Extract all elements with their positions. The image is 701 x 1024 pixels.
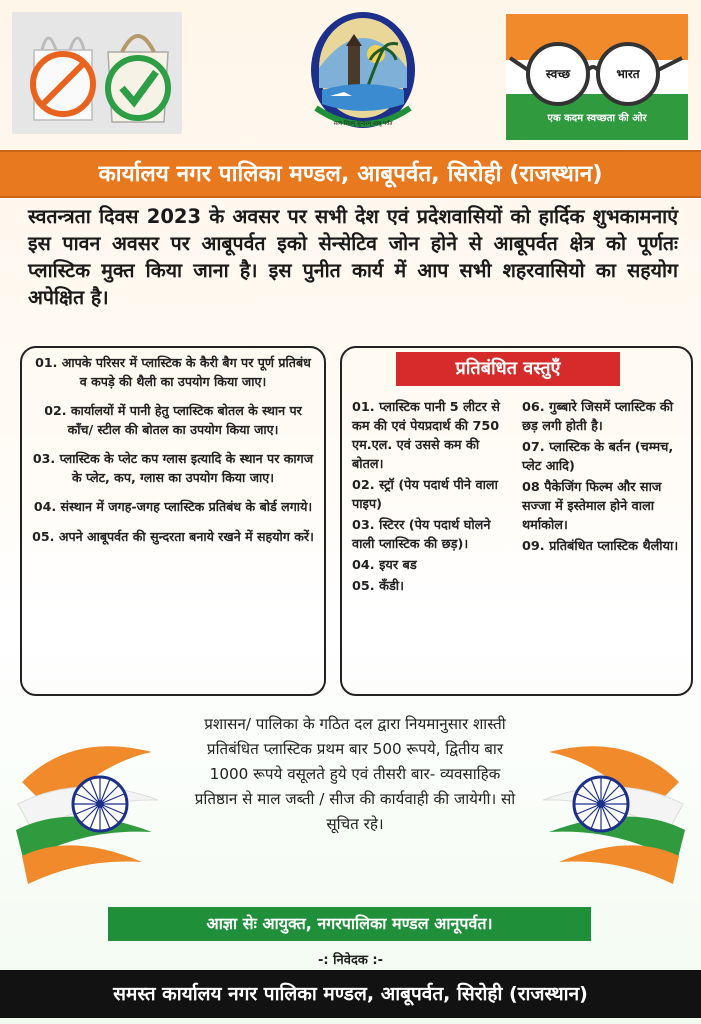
office-title-banner: कार्यालय नगर पालिका मण्डल, आबूपर्वत, सिरोही (राजस्थान) bbox=[0, 150, 701, 198]
swachh-word: स्वच्छ bbox=[545, 67, 571, 81]
order-authority-bar: आज्ञा सेः आयुक्त, नगरपालिका मण्डल आनूपर्वत। bbox=[108, 907, 591, 941]
banned-item: 09. प्रतिबंधित प्लास्टिक थैलीया। bbox=[522, 539, 679, 554]
banned-item: 05. कँडी। bbox=[352, 579, 404, 594]
municipal-emblem bbox=[308, 8, 418, 136]
swachh-tagline: एक कदम स्वच्छता की ओर bbox=[547, 113, 647, 124]
banned-items-left-column bbox=[352, 398, 512, 598]
emblem-caption: सत्य शिवम् सुन्दरम् आबू पर्वत bbox=[333, 121, 393, 127]
footer-office-bar: समस्त कार्यालय नगर पालिका मण्डल, आबूपर्वत, सिरोही (राजस्थान) bbox=[0, 970, 701, 1018]
intro-paragraph: स्वतन्त्रता दिवस 2023 के अवसर पर सभी देश एवं प्रदेशवासियों को हार्दिक शुभकामनाएं इस पावन अवसर पर आबूपर्वत इको सेन्सेटिव जोन होने से आबूपर्वत क्षेत्र को पूर्णतः प्लास्टिक मुक्त किया जाना है। इस पुनीत कार्य में आप सभी शहरवासियो का सहयोग अपेक्षित है। bbox=[28, 205, 678, 309]
banned-item: 06. गुब्बारे जिसमें प्लास्टिक की छड़ लगी होती है। bbox=[522, 400, 674, 434]
banned-item: 02. स्ट्रॉ (पेय पदार्थ पीने वाला पाइप) bbox=[352, 478, 498, 512]
penalty-notice: प्रशासन/ पालिका के गठित दल द्वारा नियमानुसार शास्ती प्रतिबंधित प्लास्टिक प्रथम बार 500 रूपये, द्वितीय बार 1000 रूपये वसूलते हुये एवं तीसरी बार- व्यवसाहिक प्रतिष्ठान से माल जब्ती / सीज की कार्यवाही की जायेगी। सो सूचित रहे। bbox=[194, 715, 516, 833]
guideline-item: 04. संस्थान में जगह-जगह प्लास्टिक प्रतिबंध के बोर्ड लगाये। bbox=[33, 499, 313, 514]
guideline-item: 05. अपने आबूपर्वत की सुन्दरता बनाये रखने में सहयोग करें। bbox=[32, 528, 314, 544]
banned-items-right-column bbox=[522, 398, 682, 558]
guidelines-box bbox=[20, 346, 326, 696]
guideline-item: 03. प्लास्टिक के प्लेट कप ग्लास इत्यादि के स्थान पर कागज के प्लेट, कप, ग्लास का उपयोग किया जाए। bbox=[32, 451, 314, 485]
bag-comparison-icon bbox=[12, 12, 182, 134]
tricolor-flag-left bbox=[12, 712, 162, 892]
guideline-item: 01. आपके परिसर में प्लास्टिक के कैरी बैग पर पूर्ण प्रतिबंध व कपड़े की थैली का उपयोग किया जाए। bbox=[35, 355, 311, 389]
banned-item: 04. इयर बड bbox=[352, 558, 417, 573]
banned-item: 08 पैकेजिंग फिल्म और साज सज्जा में इस्तेमाल होने वाला थर्माकोल। bbox=[522, 480, 662, 533]
nivedak-label: -: निवेदक :- bbox=[318, 953, 383, 968]
banned-items-title: प्रतिबंधित वस्तुएँ bbox=[396, 352, 620, 386]
swachh-bharat-logo bbox=[506, 14, 688, 140]
bharat-word: भारत bbox=[616, 67, 640, 81]
guideline-item: 02. कार्यालयों में पानी हेतु प्लास्टिक बोतल के स्थान पर काँच/ स्टील की बोतल का उपयोग किया जाए। bbox=[44, 403, 302, 437]
banned-item: 07. प्लास्टिक के बर्तन (चम्मच, प्लेट आदि) bbox=[522, 440, 674, 474]
banned-item: 03. स्टिरर (पेय पदार्थ घोलने वाली प्लास्टिक की छड़)। bbox=[352, 518, 491, 552]
plastic-ban-illustration bbox=[12, 12, 182, 134]
tricolor-flag-right bbox=[539, 712, 689, 892]
banned-item: 01. प्लास्टिक पानी 5 लीटर से कम की एवं पेयप्रदार्थ की 750 एम.एल. एवं उससे कम की बोतल। bbox=[352, 400, 500, 472]
